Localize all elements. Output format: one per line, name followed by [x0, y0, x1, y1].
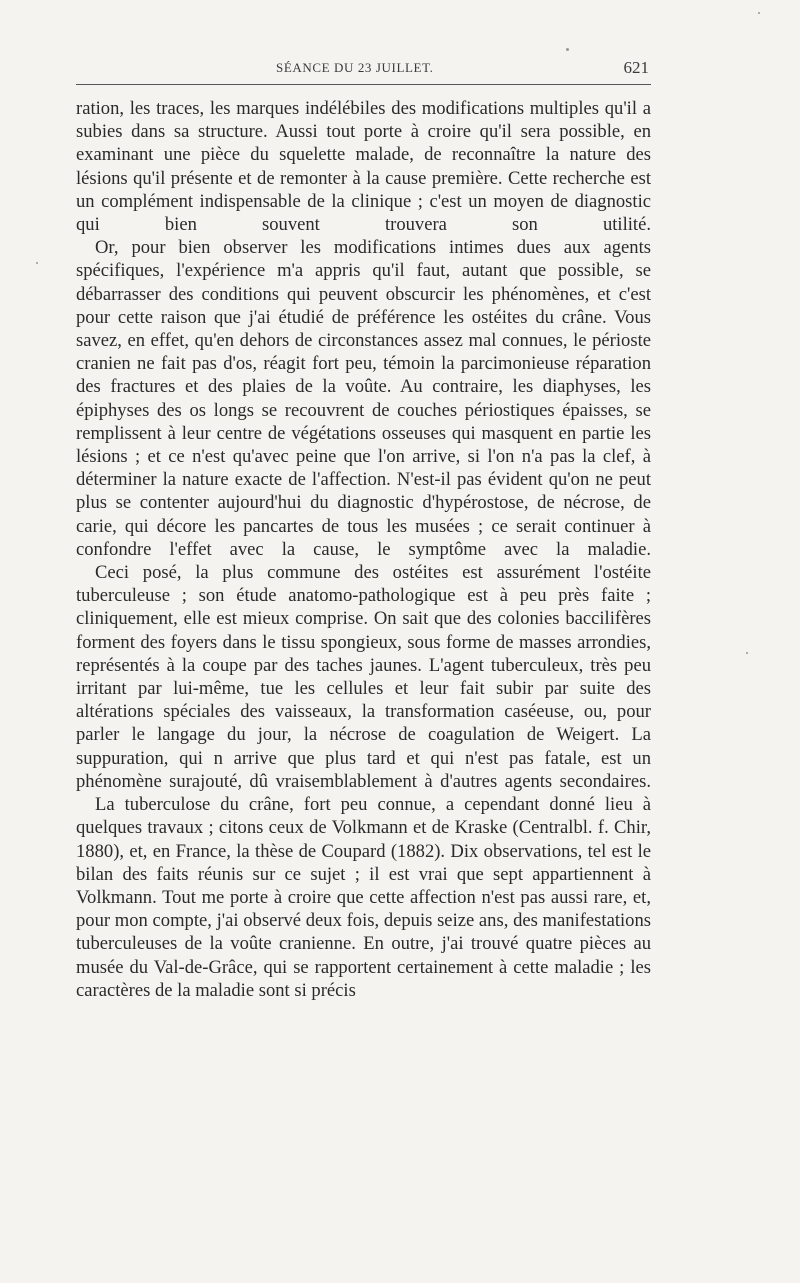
header-rule — [76, 84, 651, 85]
paper-speck — [758, 12, 760, 14]
page-header — [76, 58, 651, 82]
paragraph-1: ration, les traces, les marques indélébiles des modifications multiples qu'il a subies dans sa structure. Aussi tout porte à croire qu'il sera possible, en examinant une pièce du squelette malade, de reconnaître la nature des lésions qu'il présente et de remonter à la cause première. Cette recherche est un complément indispensable de la clinique ; c'est un moyen de diagnostic qui bien souvent trouvera son utilité. — [76, 98, 651, 236]
paragraph-4: La tuberculose du crâne, fort peu connue, a cependant donné lieu à quelques travaux ; citons ceux de Volkmann et de Kraske (Centralbl. f. Chir, 1880), et, en France, la thèse de Coupard (1882). Dix observations, tel est le bilan des faits réunis sur ce sujet ; il est vrai que sept appartiennent à Volkmann. Tout me porte à croire que cette affection n'est pas aussi rare, et, pour mon compte, j'ai observé deux fois, depuis seize ans, des manifestations tuberculeuses de la voûte cranienne. En outre, j'ai trouvé quatre pièces au musée du Val-de-Grâce, qui se rapportent certainement à cette maladie ; les caractères de la maladie sont si précis — [76, 794, 651, 1001]
paper-speck — [746, 652, 748, 654]
page-number: 621 — [623, 58, 649, 77]
paper-speck — [566, 48, 569, 51]
paragraph-2: Or, pour bien observer les modifications intimes dues aux agents spécifiques, l'expérience m'a appris qu'il faut, autant que possible, se débarrasser des conditions qui peuvent obscurcir les phénomènes, et c'est pour cette raison que j'ai étudié de préférence les ostéites du crâne. Vous savez, en effet, qu'en dehors de circonstances assez mal connues, le périoste cranien ne fait pas d'os, réagit fort peu, témoin la parcimonieuse réparation des fractures et des plaies de la voûte. Au contraire, les diaphyses, les épiphyses des os longs se recouvrent de couches périostiques épaisses, se remplissent à leur centre de végétations osseuses qui masquent en partie les lésions ; et ce n'est qu'avec peine que l'on arrive, si l'on n'a pas la clef, à déterminer la nature exacte de l'affection. N'est-il pas évident qu'on ne peut plus se contenter aujourd'hui du diagnostic d'hypérostose, de nécrose, de carie, qui décore les pancartes de tous les musées ; ce serait continuer à confondre l'effet avec la cause, le symptôme avec la maladie. — [76, 237, 651, 560]
paper-speck — [36, 262, 38, 264]
body-text — [76, 97, 651, 1002]
paragraph-3: Ceci posé, la plus commune des ostéites est assurément l'ostéite tuberculeuse ; son étude anatomo-pathologique est à peu près faite ; cliniquement, elle est mieux comprise. On sait que des colonies baccilifères forment des foyers dans le tissu spongieux, sous forme de masses arrondies, représentés à la coupe par des taches jaunes. L'agent tuberculeux, très peu irritant par lui-même, tue les cellules et leur fait subir par suite des altérations spéciales des vaisseaux, la transformation caséeuse, ou, pour parler le langage du jour, la nécrose de coagulation de Weigert. La suppuration, qui n arrive que plus tard et qui n'est pas fatale, est un phénomène surajouté, dû vraisemblablement à d'autres agents secondaires. — [76, 562, 651, 792]
running-title: SÉANCE DU 23 JUILLET. — [276, 60, 434, 75]
book-page — [76, 0, 651, 1283]
